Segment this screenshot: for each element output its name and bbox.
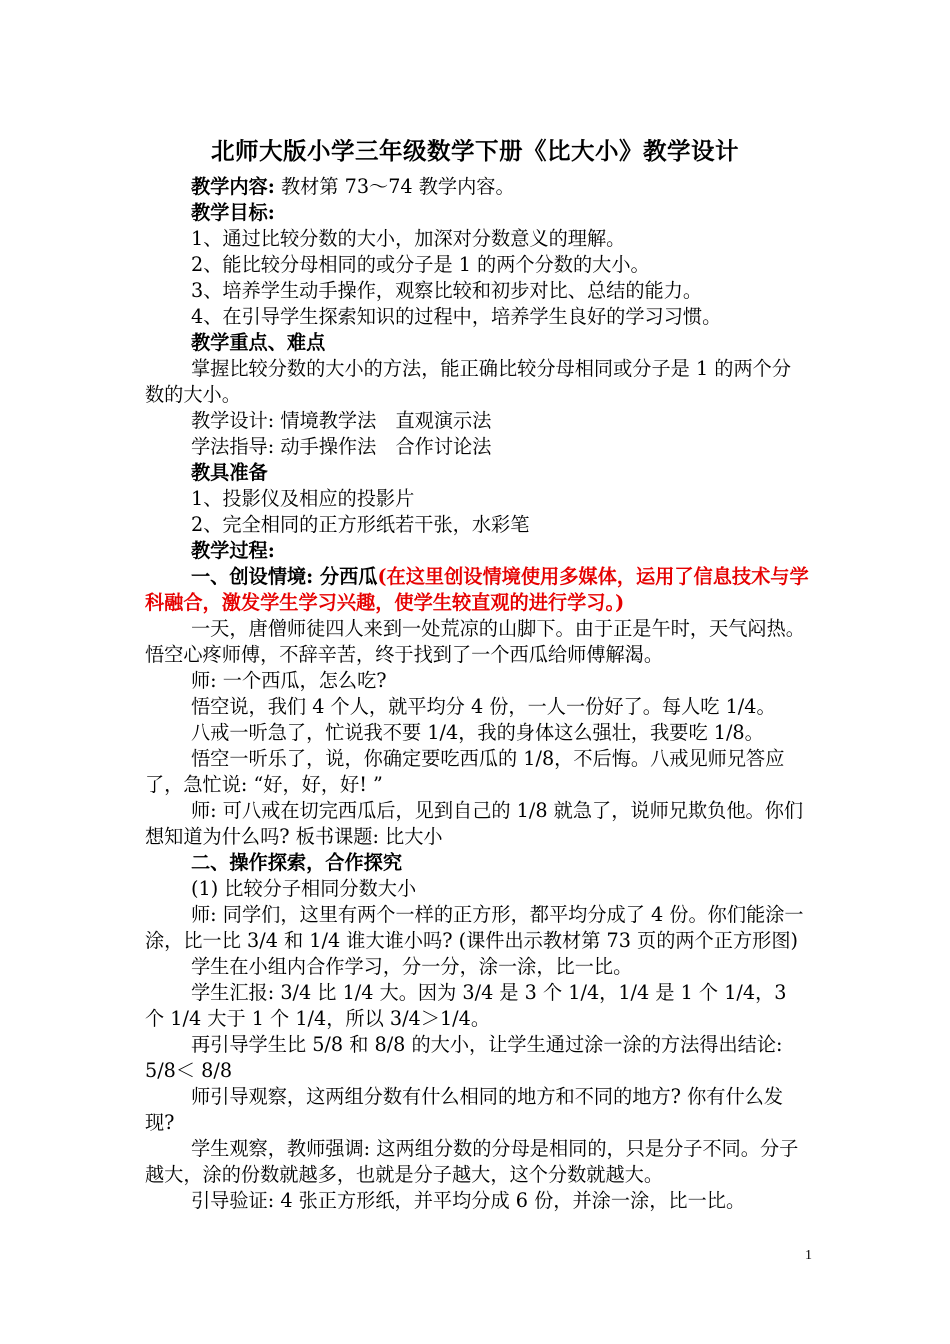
- teaching-method: 教学设计: 情境教学法 直观演示法: [191, 409, 492, 432]
- section2-paragraph: 再引导学生比 5/8 和 8/8 的大小，让学生通过涂一涂的方法得出结论: 5/8＜ 8/8: [145, 1033, 783, 1082]
- tools-label: 教具准备: [191, 461, 268, 484]
- section1-heading-line: [145, 564, 810, 616]
- section2-paragraph: 学生观察，教师强调: 这两组分数的分母是相同的，只是分子不同。分子越大，涂的份数就越多，也就是分子越大，这个分数就越大。: [145, 1137, 799, 1186]
- section1-paragraph: 师: 可八戒在切完西瓜后，见到自己的 1/8 就急了，说师兄欺负他。你们想知道为什么吗? 板书课题: 比大小: [145, 799, 804, 848]
- section2-paragraph: 学生在小组内合作学习，分一分，涂一涂，比一比。: [191, 955, 633, 978]
- section2-heading: 二、操作探索，合作探究: [191, 851, 403, 874]
- section1-note: (在这里创设情境使用多媒体，运用了信息技术与学科融合，激发学生学习兴趣，使学生较直观的进行学习。): [145, 565, 809, 614]
- section1-paragraph: 师: 一个西瓜，怎么吃?: [191, 669, 387, 692]
- goal-item: 4、在引导学生探索知识的过程中，培养学生良好的学习习惯。: [191, 305, 722, 328]
- section2-subheading: (1) 比较分子相同分数大小: [191, 877, 417, 900]
- section1-paragraph: 悟空说，我们 4 个人，就平均分 4 份，一人一份好了。每人吃 1/4。: [191, 695, 776, 718]
- section2-paragraph: 师引导观察，这两组分数有什么相同的地方和不同的地方? 你有什么发现?: [145, 1085, 784, 1134]
- page-number: 1: [805, 1248, 812, 1263]
- section1-heading: 一、创设情境: 分西瓜: [191, 565, 378, 588]
- key-points-label: 教学重点、难点: [191, 331, 326, 354]
- goal-item: 2、能比较分母相同的或分子是 1 的两个分数的大小。: [191, 253, 650, 276]
- goal-item: 1、通过比较分数的大小，加深对分数意义的理解。: [191, 227, 626, 250]
- section1-paragraph: 悟空一听乐了，说，你确定要吃西瓜的 1/8，不后悔。八戒见师兄答应了，急忙说: “好，好，好! ”: [145, 747, 785, 796]
- document-title: 北师大版小学三年级数学下册《比大小》教学设计: [211, 137, 739, 165]
- section2-paragraph: 学生汇报: 3/4 比 1/4 大。因为 3/4 是 3 个 1/4，1/4 是 1 个 1/4，3 个 1/4 大于 1 个 1/4，所以 3/4＞1/4。: [145, 981, 787, 1030]
- goals-label: 教学目标:: [191, 201, 275, 224]
- content-label: 教学内容:: [191, 175, 275, 198]
- process-label: 教学过程:: [191, 539, 275, 562]
- key-points-text: 掌握比较分数的大小的方法，能正确比较分母相同或分子是 1 的两个分数的大小。: [145, 357, 792, 406]
- tool-item: 1、投影仪及相应的投影片: [191, 487, 415, 510]
- content-text: 教材第 73～74 教学内容。: [280, 175, 515, 198]
- document-body: [145, 174, 810, 1214]
- section2-paragraph: 师: 同学们，这里有两个一样的正方形，都平均分成了 4 份。你们能涂一涂，比一比 3/4 和 1/4 谁大谁小吗? (课件出示教材第 73 页的两个正方形图): [145, 903, 804, 952]
- study-method: 学法指导: 动手操作法 合作讨论法: [191, 435, 492, 458]
- content-line: [145, 174, 810, 200]
- section1-paragraph: 八戒一听急了，忙说我不要 1/4，我的身体这么强壮，我要吃 1/8。: [191, 721, 764, 744]
- section1-paragraph: 一天，唐僧师徒四人来到一处荒凉的山脚下。由于正是午时，天气闷热。悟空心疼师傅，不辞辛苦，终于找到了一个西瓜给师傅解渴。: [145, 617, 805, 666]
- goal-item: 3、培养学生动手操作，观察比较和初步对比、总结的能力。: [191, 279, 703, 302]
- tool-item: 2、完全相同的正方形纸若干张，水彩笔: [191, 513, 530, 536]
- section2-paragraph: 引导验证: 4 张正方形纸，并平均分成 6 份，并涂一涂，比一比。: [191, 1189, 746, 1212]
